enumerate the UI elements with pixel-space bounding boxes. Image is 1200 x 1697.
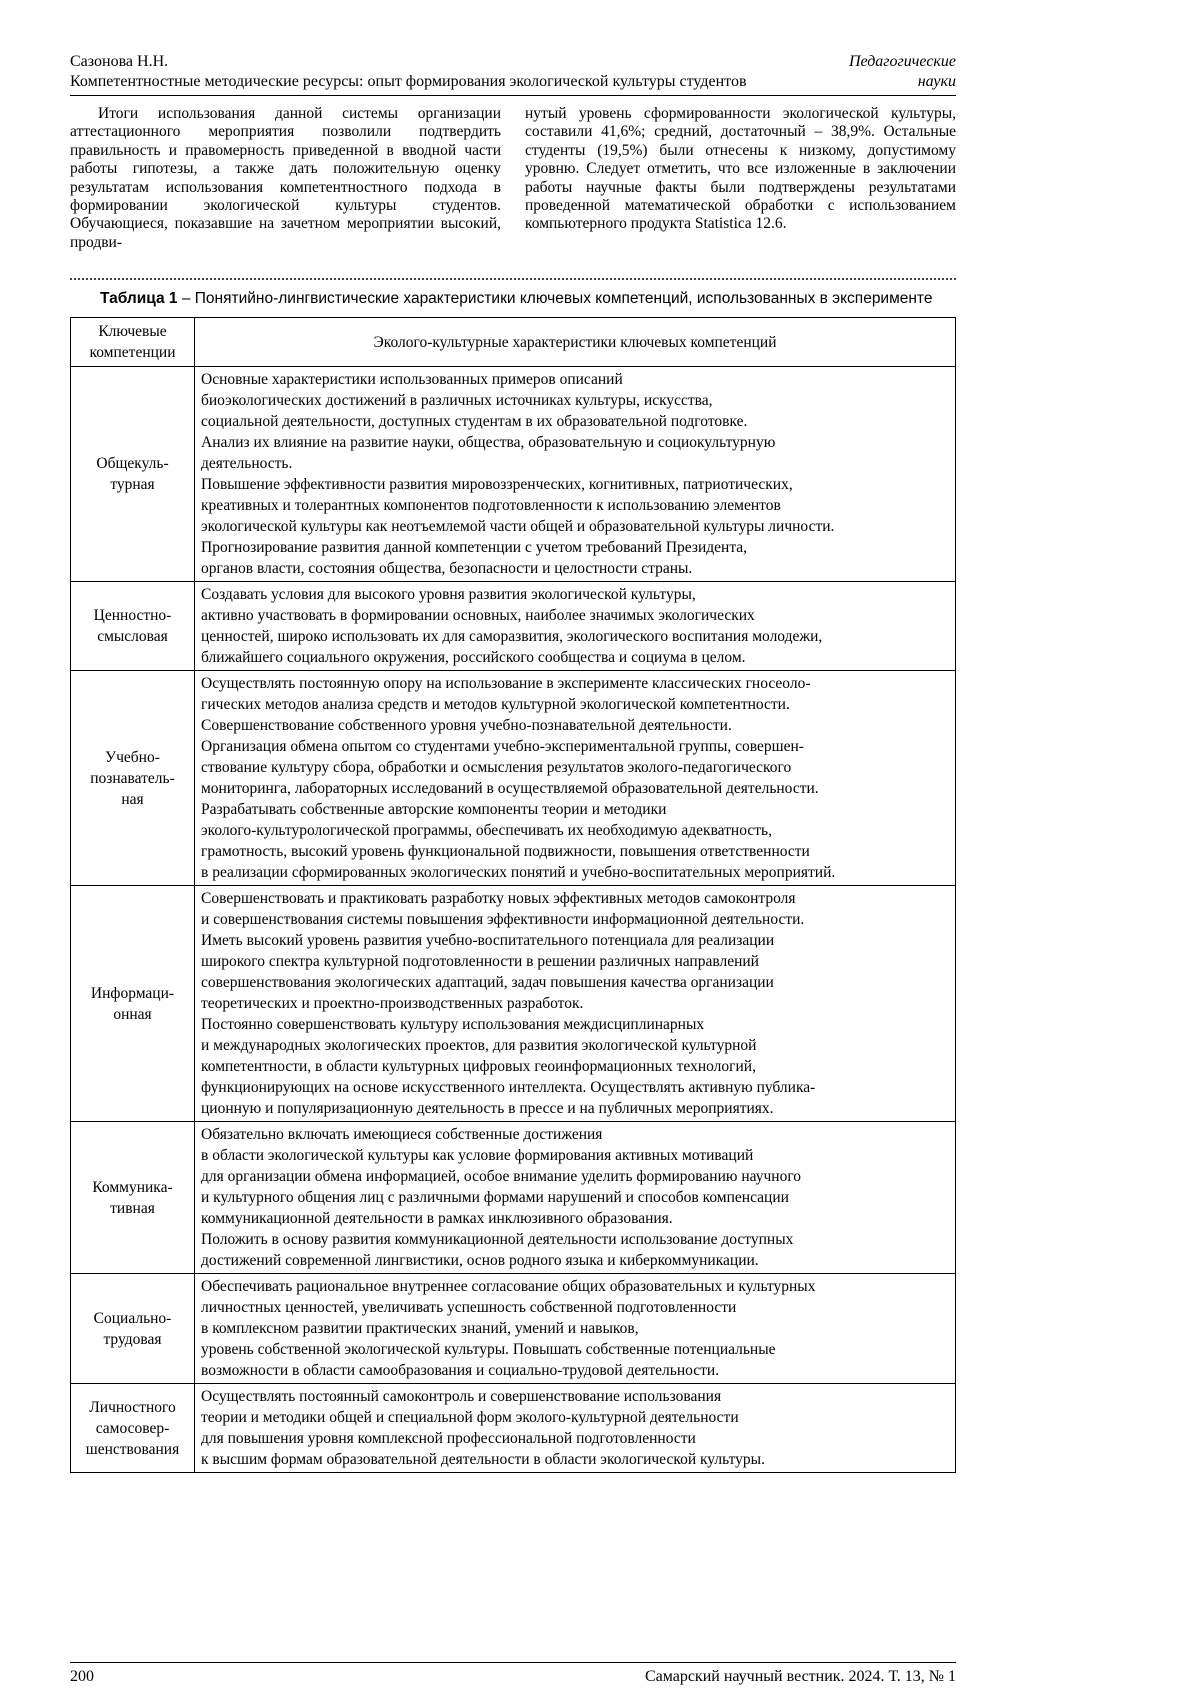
- cell-competency: Личностного самосовер- шенствования: [71, 1384, 195, 1473]
- header-discipline-line-1: Педагогические: [848, 53, 956, 70]
- cell-description: Основные характеристики использованных примеров описаний биоэкологических достижений в различных источниках культуры, искусства, социальной деятельности, доступных студентам в их образовательной подготовке. Анализ их влияние на развитие науки, общества, образовательную и социокультурную деятельность. Повышение эффективности развития мировоззренческих, когнитивных, патриотических, креативных и толерантных компонентов подготовленности к использованию элементов экологической культуры как неотъемлемой части общей и образовательной культуры личности. Прогнозирование развития данной компетенции с учетом требований Президента, органов власти, состояния общества, безопасности и целостности страны.: [195, 367, 956, 582]
- competencies-table: [70, 317, 956, 1473]
- header-article-title: Компетентностные методические ресурсы: опыт формирования экологической культуры студентов: [70, 73, 747, 90]
- cell-competency: Учебно- познаватель- ная: [71, 671, 195, 886]
- table-header-characteristics: Эколого-культурные характеристики ключевых компетенций: [195, 318, 956, 367]
- body-left-column: Итоги использования данной системы организации аттестационного мероприятия позволили подтвердить правильность и правомерность приведенной в вводной части работы гипотезы, а также дать положительную оценку результатам использования компетентностного подхода в формировании экологической культуры студентов. Обучающиеся, показавшие на зачетном мероприятии высокий, продви-: [70, 105, 501, 251]
- cell-description: Обязательно включать имеющиеся собственные достижения в области экологической культуры как условие формирования активных мотиваций для организации обмена информацией, особое внимание уделить формированию научного и культурного общения лиц с различными формами нарушений и способов компенсации коммуникационной деятельности в рамках инклюзивного образования. Положить в основу развития коммуникационной деятельности использование доступных достижений современной лингвистики, основ родного языка и киберкоммуникации.: [195, 1122, 956, 1274]
- table-caption-text: – Понятийно-лингвистические характеристики ключевых компетенций, использованных в эксперименте: [181, 290, 933, 308]
- cell-competency: Ценностно- смысловая: [71, 582, 195, 671]
- page-content: [70, 52, 956, 1473]
- table-caption-label: Таблица 1: [100, 290, 178, 308]
- header-rule: [70, 95, 956, 96]
- table-row: [71, 671, 956, 886]
- table-caption: [70, 289, 956, 309]
- page-footer: [70, 1662, 956, 1687]
- running-head-row-2: [70, 72, 956, 92]
- table-row: [71, 367, 956, 582]
- cell-competency: Социально- трудовая: [71, 1274, 195, 1384]
- footer-rule: [70, 1662, 956, 1663]
- table-row: [71, 1384, 956, 1473]
- table-row: [71, 582, 956, 671]
- table-header-competencies: Ключевые компетенции: [71, 318, 195, 367]
- cell-description: Осуществлять постоянный самоконтроль и совершенствование использования теории и методики общей и специальной форм эколого-культурной деятельности для повышения уровня комплексной профессиональной подготовленности к высшим формам образовательной деятельности в области экологической культуры.: [195, 1384, 956, 1473]
- footer-journal-title: Самарский научный вестник. 2024. Т. 13, № 1: [644, 1668, 956, 1685]
- table-row: [71, 1122, 956, 1274]
- table-header-row: [71, 318, 956, 367]
- running-head: [70, 52, 956, 96]
- body-two-columns: [70, 105, 956, 252]
- footer-page-number: 200: [70, 1668, 94, 1685]
- body-right-column: нутый уровень сформированности экологической культуры, составили 41,6%; средний, достаточный – 38,9%. Остальные студенты (19,5%) были отнесены к низкому, допустимому уровню. Следует отметить, что все изложенные в заключении работы научные факты были подтверждены результатами проведенной математической обработки с использованием компьютерного продукта Statistica 12.6.: [525, 105, 956, 233]
- cell-description: Создавать условия для высокого уровня развития экологической культуры, активно участвовать в формировании основных, наиболее значимых экологических ценностей, широко использовать их для саморазвития, экологического воспитания молодежи, ближайшего социального окружения, российского сообщества и социума в целом.: [195, 582, 956, 671]
- cell-description: Осуществлять постоянную опору на использование в эксперименте классических гносеоло- гических методов анализа средств и методов культурной экологической компетентности. Совершенствование собственного уровня учебно-познавательной деятельности. Организация обмена опытом со студентами учебно-экспериментальной группы, совершен- ствование культуру сбора, обработки и осмысления результатов эколого-педагогического мониторинга, лабораторных исследований в осуществляемой образовательной деятельности. Разрабатывать собственные авторские компоненты теории и методики эколого-культурологической программы, обеспечивать их необходимую адекватность, грамотность, высокий уровень функциональной подвижности, повышения ответственности в реализации сформированных экологических понятий и учебно-воспитательных мероприятий.: [195, 671, 956, 886]
- cell-competency: Информаци- онная: [71, 886, 195, 1122]
- cell-description: Совершенствовать и практиковать разработку новых эффективных методов самоконтроля и совершенствования системы повышения эффективности информационной деятельности. Иметь высокий уровень развития учебно-воспитательного потенциала для реализации широкого спектра культурной подготовленности в решении различных направлений совершенствования экологических адаптаций, задач повышения качества организации теоретических и проектно-производственных разработок. Постоянно совершенствовать культуру использования междисциплинарных и международных экологических проектов, для развития экологической культурной компетентности, в области культурных цифровых геоинформационных технологий, функционирующих на основе искусственного интеллекта. Осуществлять активную публика- ционную и популяризационную деятельность в прессе и на публичных мероприятиях.: [195, 886, 956, 1122]
- header-author: Сазонова Н.Н.: [70, 53, 169, 70]
- header-discipline-line-2: науки: [917, 73, 956, 90]
- running-head-row-1: [70, 52, 956, 72]
- cell-competency: Общекуль- турная: [71, 367, 195, 582]
- dotted-separator: [70, 278, 956, 280]
- footer-row: [70, 1667, 956, 1687]
- table-row: [71, 1274, 956, 1384]
- cell-competency: Коммуника- тивная: [71, 1122, 195, 1274]
- cell-description: Обеспечивать рациональное внутреннее согласование общих образовательных и культурных личностных ценностей, увеличивать успешность собственной подготовленности в комплексном развитии практических знаний, умений и навыков, уровень собственной экологической культуры. Повышать собственные потенциальные возможности в области самообразования и социально-трудовой деятельности.: [195, 1274, 956, 1384]
- table-row: [71, 886, 956, 1122]
